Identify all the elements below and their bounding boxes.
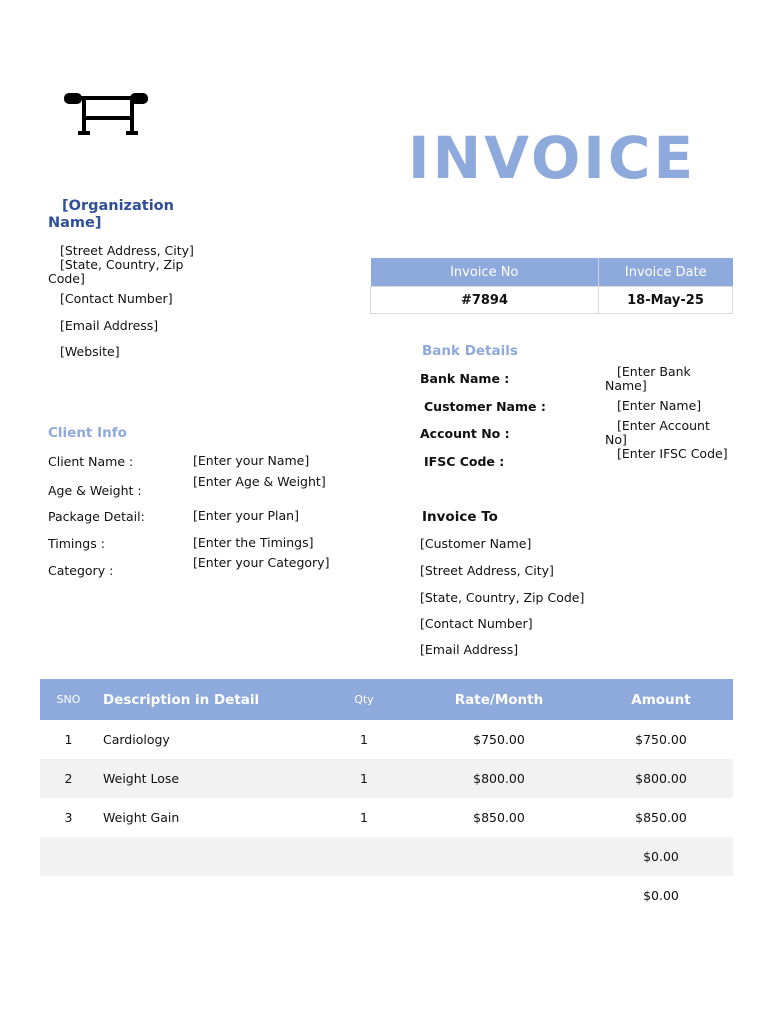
- row-sno: 2: [40, 759, 97, 798]
- row-amount: $800.00: [589, 759, 733, 798]
- row-qty: 1: [360, 732, 368, 747]
- bank-details-heading: Bank Details: [422, 343, 518, 359]
- table-row: [40, 759, 733, 798]
- package-detail-value: [Enter your Plan]: [193, 508, 299, 523]
- total-row-spacer: [409, 876, 589, 915]
- row-description: Cardiology: [103, 732, 170, 747]
- sno-header: SNO: [56, 693, 81, 706]
- invoice-meta-table: [370, 258, 733, 314]
- invoice-to-customer-name: [Customer Name]: [420, 536, 532, 551]
- category-value: [Enter your Category]: [193, 555, 330, 570]
- row-rate: $850.00: [473, 810, 525, 825]
- items-header-row: [40, 679, 733, 720]
- org-email: [Email Address]: [60, 318, 159, 333]
- invoice-to-street: [Street Address, City]: [420, 563, 554, 578]
- row-description: Weight Gain: [103, 810, 180, 825]
- row-description: [97, 837, 319, 876]
- row-sno: [40, 837, 97, 876]
- row-amount: $0.00: [589, 837, 733, 876]
- client-name-value: [Enter your Name]: [193, 453, 310, 468]
- row-rate: [409, 837, 589, 876]
- ifsc-code-label: IFSC Code :: [424, 454, 505, 469]
- invoice-to-state: [State, Country, Zip Code]: [420, 590, 585, 605]
- invoice-to-email: [Email Address]: [420, 642, 519, 657]
- invoice-to-contact: [Contact Number]: [420, 616, 533, 631]
- invoice-no-header: Invoice No: [371, 258, 599, 287]
- total-amount: $0.00: [643, 888, 679, 903]
- client-name-label: Client Name :: [48, 454, 134, 469]
- customer-name-label: Customer Name :: [424, 399, 546, 414]
- row-description: Weight Lose: [97, 759, 319, 798]
- age-weight-value: [Enter Age & Weight]: [193, 474, 326, 489]
- org-website: [Website]: [60, 344, 120, 359]
- table-row: [40, 798, 733, 837]
- row-qty: [319, 837, 409, 876]
- row-sno: 3: [64, 810, 73, 825]
- table-row: [40, 720, 733, 759]
- account-no-value: [Enter Account No]: [605, 418, 710, 447]
- rate-header: Rate/Month: [454, 691, 544, 708]
- package-detail-label: Package Detail:: [48, 509, 145, 524]
- invoice-to-heading: Invoice To: [422, 509, 498, 525]
- total-row-spacer: [319, 876, 409, 915]
- invoice-no-value: #7894: [371, 287, 599, 314]
- account-no-label: Account No :: [420, 426, 510, 441]
- qty-header: Qty: [354, 693, 374, 706]
- timings-value: [Enter the Timings]: [193, 535, 314, 550]
- row-amount: $850.00: [635, 810, 687, 825]
- customer-name-value: [Enter Name]: [617, 398, 702, 413]
- org-state: [State, Country, Zip Code]: [48, 257, 184, 286]
- category-label: Category :: [48, 563, 114, 578]
- row-qty: 1: [360, 810, 368, 825]
- bank-name-label: Bank Name :: [420, 371, 510, 386]
- amount-header: Amount: [631, 691, 691, 708]
- bank-name-value: [Enter Bank Name]: [605, 364, 691, 393]
- row-amount: $750.00: [635, 732, 687, 747]
- description-header: Description in Detail: [103, 691, 260, 708]
- organization-name: [Organization Name]: [48, 198, 174, 231]
- invoice-date-header: Invoice Date: [624, 264, 707, 280]
- items-table: [40, 679, 733, 915]
- ifsc-code-value: [Enter IFSC Code]: [617, 446, 728, 461]
- total-row-spacer: [40, 876, 97, 915]
- client-info-heading: Client Info: [48, 425, 127, 441]
- table-row: [40, 837, 733, 876]
- row-sno: 1: [64, 732, 73, 747]
- age-weight-label: Age & Weight :: [48, 483, 142, 498]
- gym-bench-barbell-icon: [62, 88, 150, 138]
- total-row-spacer: [97, 876, 319, 915]
- invoice-date-value: 18-May-25: [599, 287, 733, 314]
- row-rate: $750.00: [473, 732, 525, 747]
- row-qty: 1: [319, 759, 409, 798]
- org-contact: [Contact Number]: [60, 291, 173, 306]
- row-rate: $800.00: [409, 759, 589, 798]
- org-street: [Street Address, City]: [60, 243, 194, 258]
- total-row: [40, 876, 733, 915]
- timings-label: Timings :: [48, 536, 105, 551]
- invoice-title: INVOICE: [408, 124, 697, 192]
